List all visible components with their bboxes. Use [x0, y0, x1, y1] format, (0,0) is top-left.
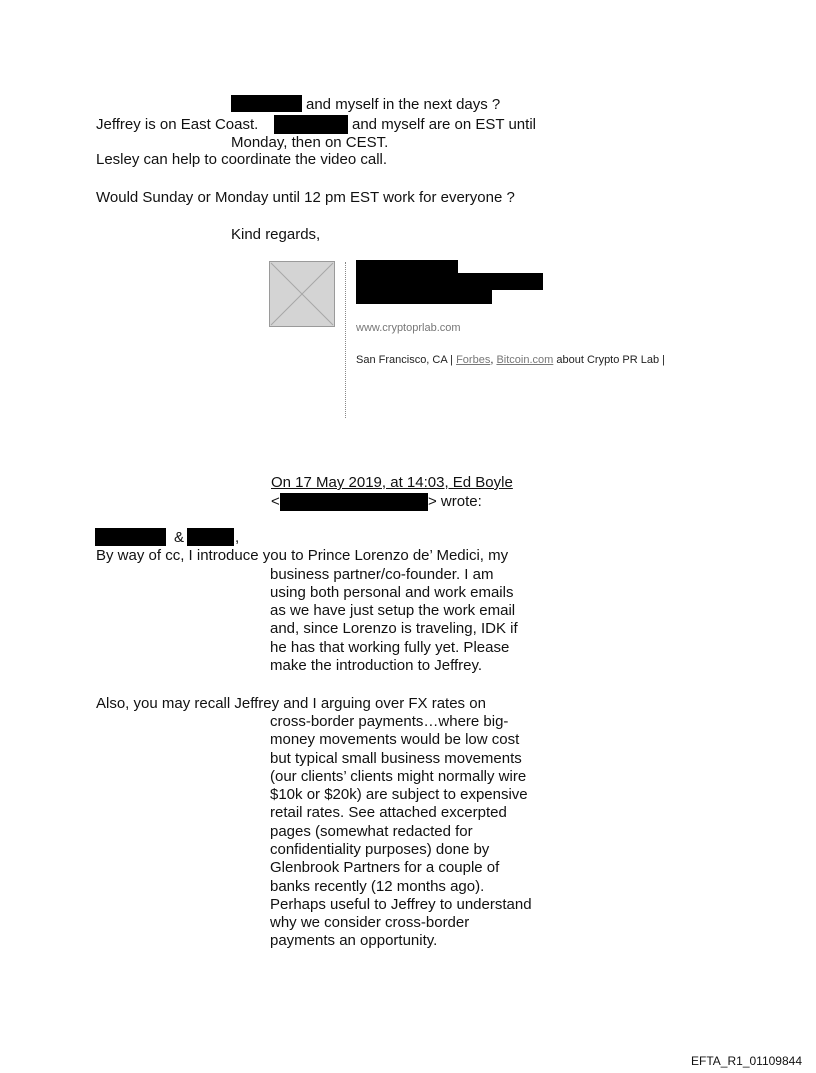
- signature-divider: [345, 262, 346, 418]
- reply-line-2-end: and myself are on EST until: [352, 116, 536, 133]
- quoted-wrote: > wrote:: [428, 493, 482, 510]
- p2-line: (our clients’ clients might normally wire: [270, 768, 527, 785]
- broken-image-icon-graphic: [270, 262, 334, 326]
- broken-image-icon: [269, 261, 335, 327]
- p2-line: banks recently (12 months ago).: [270, 878, 485, 895]
- greeting-ampersand: &: [174, 529, 185, 546]
- p1-line: make the introduction to Jeffrey.: [270, 657, 483, 674]
- p2-line: cross-border payments…where big-: [270, 713, 509, 730]
- signature-location: San Francisco, CA |: [356, 354, 454, 366]
- signature-info-line: [356, 354, 665, 367]
- redaction-block: [280, 493, 428, 511]
- p1-line: as we have just setup the work email: [270, 602, 516, 619]
- link-separator: ,: [490, 354, 494, 366]
- bitcoin-link[interactable]: Bitcoin.com: [496, 354, 554, 366]
- signature-about: about Crypto PR Lab |: [556, 354, 666, 366]
- redaction-block: [356, 260, 458, 274]
- reply-line-3: Monday, then on CEST.: [231, 134, 389, 151]
- closing: Kind regards,: [231, 226, 321, 243]
- p2-line: Glenbrook Partners for a couple of: [270, 859, 500, 876]
- p2-line: why we consider cross-border: [270, 914, 470, 931]
- redaction-block: [95, 528, 166, 546]
- redaction-block: [274, 115, 348, 134]
- p1-line: using both personal and work emails: [270, 584, 514, 601]
- p2-line: $10k or $20k) are subject to expensive: [270, 786, 528, 803]
- reply-line-5: Would Sunday or Monday until 12 pm EST work for everyone ?: [96, 189, 515, 206]
- reply-line-2-start: Jeffrey is on East Coast.: [96, 116, 259, 133]
- p2-line: payments an opportunity.: [270, 932, 438, 949]
- document-id: EFTA_R1_01109844: [691, 1054, 802, 1068]
- quoted-header-text: On 17 May 2019, at 14:03, Ed Boyle: [271, 474, 513, 491]
- p2-line: Perhaps useful to Jeffrey to understand: [270, 896, 532, 913]
- quoted-header-line-1: [271, 474, 513, 492]
- signature-website[interactable]: www.cryptoprlab.com: [356, 322, 461, 334]
- p2-line: pages (somewhat redacted for: [270, 823, 473, 840]
- p2-line: Also, you may recall Jeffrey and I arguing over FX rates on: [96, 695, 486, 712]
- forbes-link[interactable]: Forbes: [456, 354, 491, 366]
- redaction-block: [187, 528, 234, 546]
- greeting-comma: ,: [235, 529, 240, 546]
- p1-line: he has that working fully yet. Please: [270, 639, 510, 656]
- redaction-block: [356, 273, 543, 290]
- p1-line: By way of cc, I introduce you to Prince Lorenzo de’ Medici, my: [96, 547, 509, 564]
- p1-line: business partner/co-founder. I am: [270, 566, 494, 583]
- p1-line: and, since Lorenzo is traveling, IDK if: [270, 620, 518, 637]
- p2-line: confidentiality purposes) done by: [270, 841, 490, 858]
- redaction-block: [231, 95, 302, 112]
- p2-line: money movements would be low cost: [270, 731, 520, 748]
- redaction-block: [356, 289, 492, 304]
- quoted-open-bracket: <: [271, 493, 280, 510]
- reply-line-4: Lesley can help to coordinate the video call.: [96, 151, 388, 168]
- p2-line: but typical small business movements: [270, 750, 522, 767]
- reply-line-1: and myself in the next days ?: [306, 96, 501, 113]
- p2-line: retail rates. See attached excerpted: [270, 804, 507, 821]
